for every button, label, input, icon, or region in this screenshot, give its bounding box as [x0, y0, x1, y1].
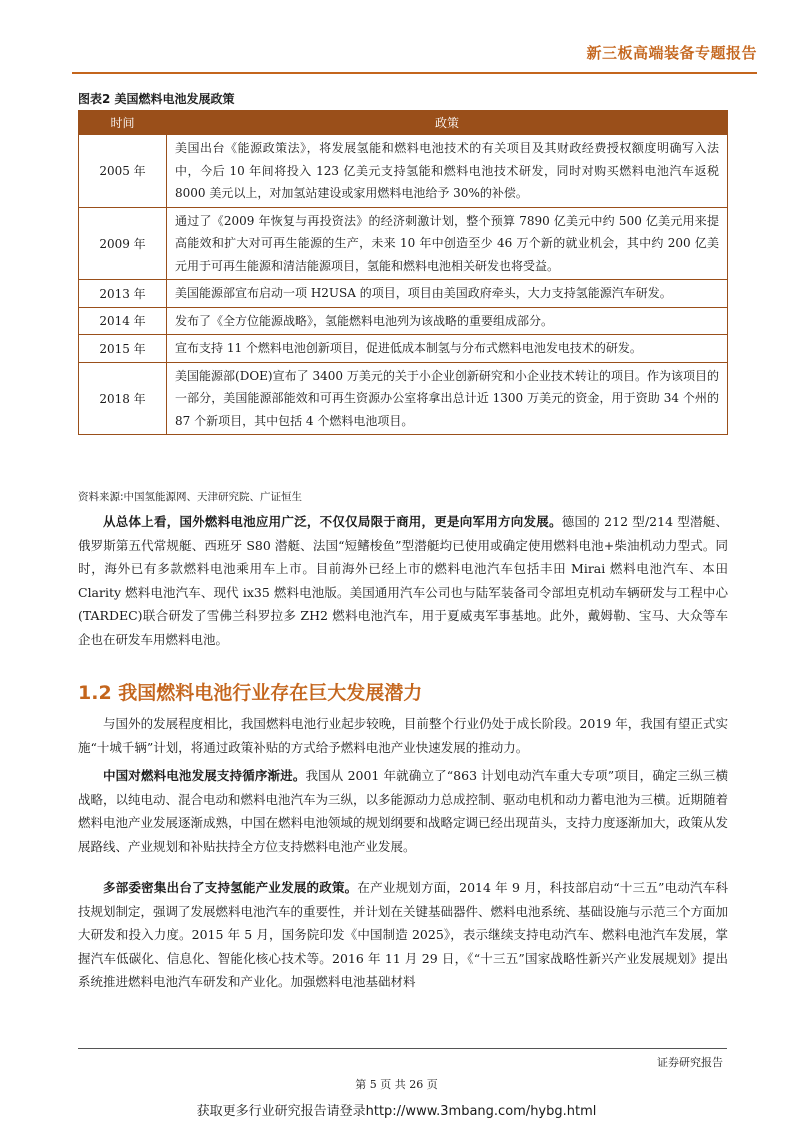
row-year: 2018 年: [79, 362, 167, 435]
row-policy: 美国出台《能源政策法》，将发展氢能和燃料电池技术的有关项目及其财政经费授权额度明确写入法中，今后 10 年间将投入 123 亿美元支持氢能和燃料电池技术研发，同时对购买燃料电池汽车返税 8000 美元以上，对加氢站建设或家用燃料电池给予 30%的补偿。: [167, 135, 728, 208]
footer-divider: [78, 1048, 727, 1049]
footer-report-type: 证券研究报告: [657, 1056, 723, 1069]
paragraph-lead: 从总体上看，国外燃料电池应用广泛，不仅仅局限于商用，更是向军用方向发展。: [103, 514, 562, 529]
paragraph-body: 我国从 2001 年就确立了“863 计划电动汽车重大专项”项目，确定三纵三横战略，以纯电动、混合电动和燃料电池汽车为三纵，以多能源动力总成控制、驱动电机和动力蓄电池为三横。近期随着燃料电池产业发展逐渐成熟，中国在燃料电池领域的规划纲要和战略定调已经出现苗头，支持力度逐渐加大，政策从发展路线、产业规划和补贴扶持全方位支持燃料电池产业发展。: [78, 768, 729, 854]
row-year: 2009 年: [79, 207, 167, 280]
row-year: 2005 年: [79, 135, 167, 208]
table-row: [79, 335, 728, 363]
paragraph-china-support: [78, 764, 728, 858]
figure-title: 图表2 美国燃料电池发展政策: [78, 92, 235, 106]
paragraph-domestic-intro: [78, 712, 728, 759]
table-row: [79, 207, 728, 280]
header-divider: [72, 72, 757, 74]
paragraph-lead: 中国对燃料电池发展支持循序渐进。: [103, 768, 306, 783]
paragraph-body: 德国的 212 型/214 型潜艇、俄罗斯第五代常规艇、西班牙 S80 潜艇、法国“短鳍梭鱼”型潜艇均已使用或确定使用燃料电池+柴油机动力型式。同时，海外已有多款燃料电池乘用车上市。目前海外已经上市的燃料电池汽车包括丰田 Mirai 燃料电池汽车、本田 Clarity 燃料电池汽车、现代 ix35 燃料电池版。美国通用汽车公司也与陆军装备司令部坦克机动车辆研发与工程中心(TARDEC)联合研发了雪佛兰科罗拉多 ZH2 燃料电池汽车，用于夏威夷军事基地。此外，戴姆勒、宝马、大众等车企也在研发车用燃料电池。: [78, 514, 728, 647]
row-year: 2014 年: [79, 307, 167, 335]
column-header-year: 时间: [79, 111, 167, 135]
section-heading: 1.2 我国燃料电池行业存在巨大发展潜力: [78, 682, 423, 704]
row-policy: 宣布支持 11 个燃料电池创新项目，促进低成本制氢与分布式燃料电池发电技术的研发。: [167, 335, 728, 363]
paragraph-overseas-applications: [78, 510, 728, 651]
row-policy: 美国能源部宣布启动一项 H2USA 的项目，项目由美国政府牵头，大力支持氢能源汽车研发。: [167, 280, 728, 308]
paragraph-lead: 多部委密集出台了支持氢能产业发展的政策。: [103, 880, 358, 895]
row-policy: 发布了《全方位能源战略》，氢能燃料电池列为该战略的重要组成部分。: [167, 307, 728, 335]
report-header-title: 新三板高端装备专题报告: [586, 44, 757, 62]
row-policy: 通过了《2009 年恢复与再投资法》的经济刺激计划，整个预算 7890 亿美元中约 500 亿美元用来提高能效和扩大对可再生能源的生产，未来 10 年中创造至少 46 万个新的就业机会，其中约 200 亿美元用于可再生能源和清洁能源项目，氢能和燃料电池相关研发也将受益。: [167, 207, 728, 280]
policy-table: [78, 110, 728, 435]
row-policy: 美国能源部(DOE)宣布了 3400 万美元的关于小企业创新研究和小企业技术转让的项目。作为该项目的一部分，美国能源部能效和可再生资源办公室将拿出总计近 1300 万美元的资金，用于资助 34 个州的 87 个新项目，其中包括 4 个燃料电池项目。: [167, 362, 728, 435]
table-row: [79, 362, 728, 435]
row-year: 2013 年: [79, 280, 167, 308]
figure-source: 资料来源:中国氢能源网、天津研究院、广证恒生: [78, 491, 303, 503]
row-year: 2015 年: [79, 335, 167, 363]
table-header-row: [79, 111, 728, 135]
paragraph-body: 在产业规划方面，2014 年 9 月，科技部启动“十三五”电动汽车科技规划制定，强调了发展燃料电池汽车的重要性，并计划在关键基础器件、燃料电池系统、基础设施与示范三个方面加大研发和投入力度。2015 年 5 月，国务院印发《中国制造 2025》，表示继续支持电动汽车、燃料电池汽车发展，掌握汽车低碳化、信息化、智能化核心技术等。2016 年 11 月 29 日，《“十三五”国家战略性新兴产业发展规划》提出系统推进燃料电池汽车研发和产业化。加强燃料电池基础材料: [78, 880, 729, 989]
footer-promo-link: 获取更多行业研究报告请登录http://www.3mbang.com/hybg.html: [196, 1104, 597, 1119]
table-row: [79, 280, 728, 308]
page-number: 第 5 页 共 26 页: [355, 1078, 438, 1091]
paragraph-ministry-policies: [78, 876, 728, 994]
paragraph-body: 与国外的发展程度相比，我国燃料电池行业起步较晚，目前整个行业仍处于成长阶段。2019 年，我国有望正式实施“十城千辆”计划，将通过政策补贴的方式给予燃料电池产业快速发展的推动力。: [78, 716, 728, 755]
table-row: [79, 135, 728, 208]
table-row: [79, 307, 728, 335]
column-header-policy: 政策: [167, 111, 728, 135]
